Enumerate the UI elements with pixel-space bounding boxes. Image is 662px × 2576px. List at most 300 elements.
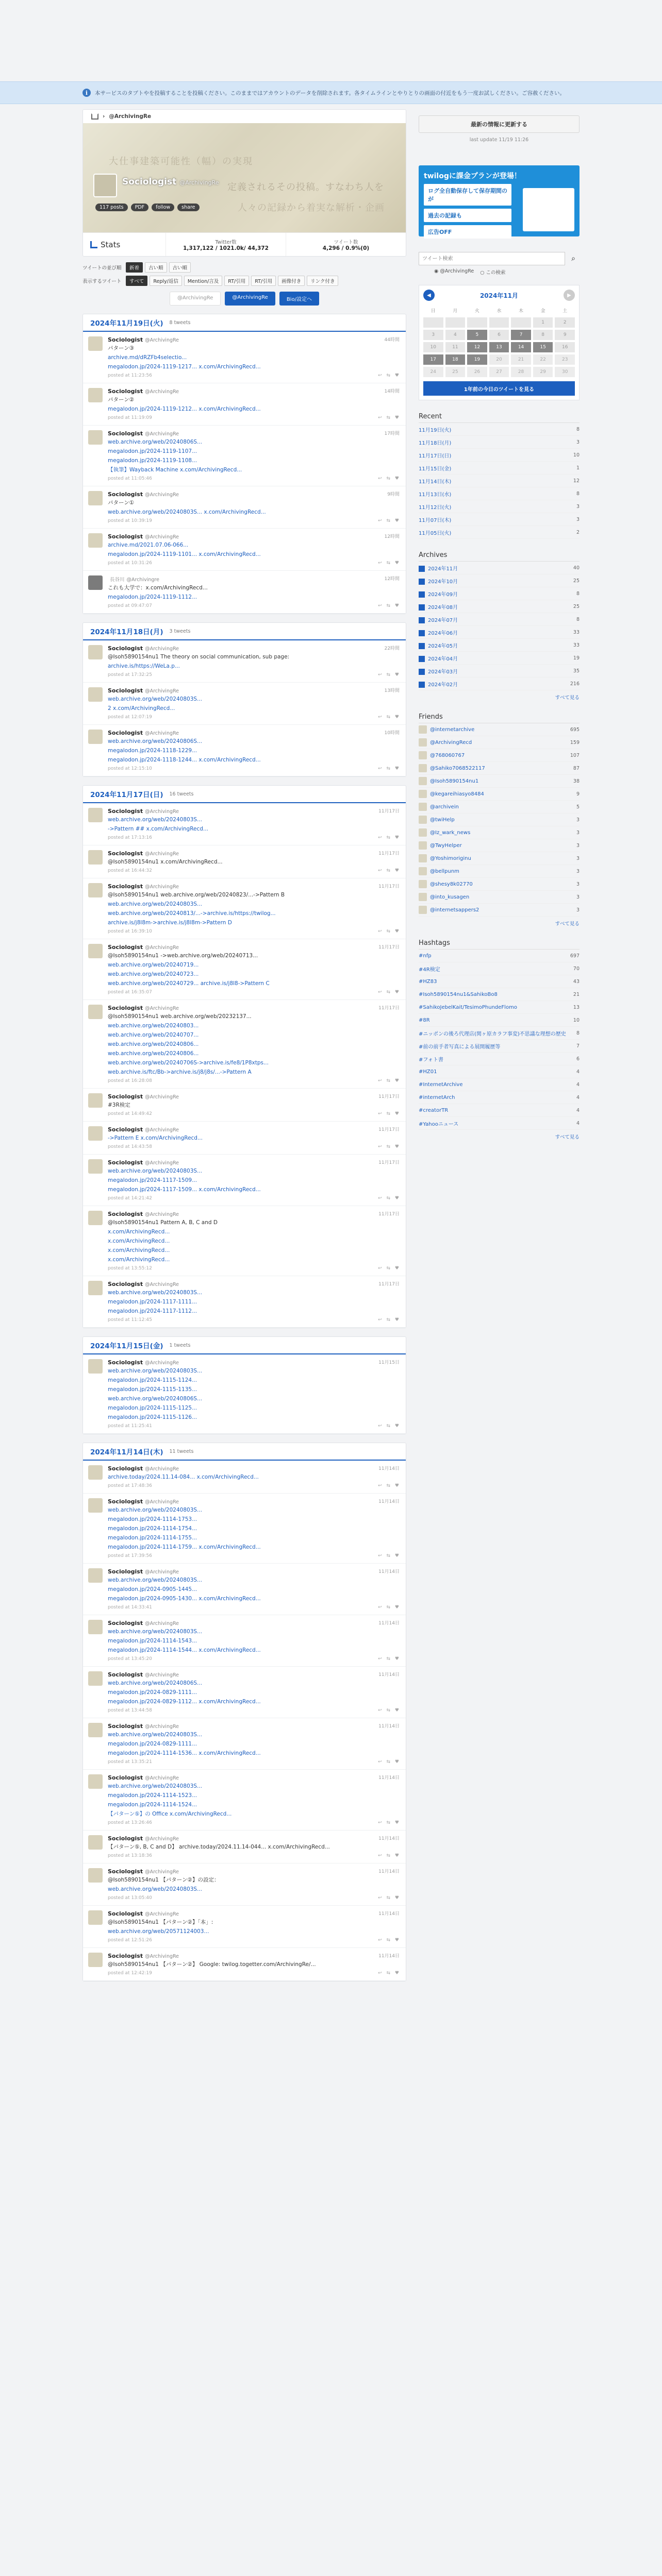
- show-option[interactable]: RT/引用: [251, 276, 276, 286]
- avatar[interactable]: [88, 388, 103, 402]
- tweet-ago[interactable]: 11月17日: [378, 1282, 400, 1287]
- tweet-link[interactable]: web.archive.org/web/20240803S...: [108, 1290, 203, 1296]
- recent-label[interactable]: [419, 438, 451, 446]
- friend-item[interactable]: [419, 775, 580, 788]
- archive-link[interactable]: 2024年03月: [428, 669, 458, 675]
- hashtag-link[interactable]: #nfp: [419, 953, 432, 959]
- day-header[interactable]: [83, 1337, 406, 1354]
- tweet-link[interactable]: megalodon.jp/2024-1115-1125...: [108, 1405, 197, 1411]
- day-date[interactable]: 2024年11月15日(金): [90, 1342, 163, 1350]
- tweet-action-icons[interactable]: ↩ ⇆ ♥: [378, 518, 401, 523]
- tweet-author[interactable]: [108, 808, 401, 815]
- tweet-link[interactable]: megalodon.jp/2024-0829-1111...: [108, 1689, 197, 1696]
- recent-item[interactable]: [419, 487, 580, 500]
- avatar[interactable]: [88, 1953, 103, 1967]
- tweet-link[interactable]: web.archive.org/web/20240806S...: [108, 1396, 203, 1402]
- posted-time[interactable]: posted at 13:44:58: [108, 1708, 152, 1713]
- archive-label[interactable]: [419, 590, 458, 598]
- archive-link[interactable]: 2024年07月: [428, 617, 458, 623]
- calendar-day[interactable]: 10: [423, 342, 443, 352]
- tweet-link[interactable]: web.archive.org/web/20240707...: [108, 1032, 199, 1038]
- posted-time[interactable]: posted at 12:07:19: [108, 715, 152, 720]
- calendar-day[interactable]: 14: [511, 342, 531, 352]
- tweet-link[interactable]: web.archive.org/web/20240803S...: [108, 1886, 203, 1892]
- hashtag-link[interactable]: #HZ83: [419, 978, 437, 985]
- calendar-day[interactable]: 17: [423, 354, 443, 365]
- friend-label[interactable]: [419, 841, 462, 850]
- author-name[interactable]: Sociologist: [108, 430, 143, 437]
- hashtag-label[interactable]: [419, 1018, 430, 1023]
- archive-label[interactable]: [419, 641, 458, 649]
- tweet-link[interactable]: x.com/ArchivingRecd...: [108, 1257, 170, 1263]
- stats-button[interactable]: Stats: [83, 240, 166, 249]
- friend-link[interactable]: @archivein: [430, 804, 459, 810]
- posted-time[interactable]: posted at 10:31:26: [108, 561, 152, 566]
- recent-item[interactable]: [419, 449, 580, 462]
- author-name[interactable]: Sociologist: [108, 1868, 143, 1875]
- tweet-ago[interactable]: 11月17日: [378, 945, 400, 950]
- author-name[interactable]: Sociologist: [108, 388, 143, 395]
- friend-link[interactable]: @TwyHelper: [430, 843, 462, 849]
- archive-item[interactable]: [419, 600, 580, 613]
- tweet-link[interactable]: archive.md/dRZFb4selectio...: [108, 354, 187, 361]
- tweet-link[interactable]: web.archive.is/ftc/Bb->archive.is/j8/j8s/...->Pattern A: [108, 1069, 252, 1075]
- tweet-link[interactable]: megalodon.jp/2024-1117-1111...: [108, 1299, 197, 1305]
- calendar-day[interactable]: 13: [489, 342, 509, 352]
- recent-label[interactable]: [419, 516, 451, 523]
- hashtag-label[interactable]: [419, 1042, 500, 1050]
- day-header[interactable]: [83, 786, 406, 803]
- hashtag-item[interactable]: [419, 1001, 580, 1014]
- tweet-link[interactable]: x.com/ArchivingRecd...: [108, 1229, 170, 1235]
- recent-item[interactable]: [419, 436, 580, 449]
- tweet-ago[interactable]: 11月15日: [378, 1360, 400, 1365]
- friend-link[interactable]: @internetsappers2: [430, 907, 479, 913]
- tweet-link[interactable]: web.archive.org/web/20240803S...: [108, 1732, 203, 1738]
- avatar[interactable]: [88, 1359, 103, 1374]
- tweet-link[interactable]: megalodon.jp/2024-1114-1523...: [108, 1792, 197, 1799]
- hashtag-link[interactable]: #InternetArchive: [419, 1081, 463, 1088]
- tweet-link[interactable]: web.archive.org/web/20240706S->archive.is/fe8/1P8xtps...: [108, 1060, 269, 1066]
- calendar-day[interactable]: 9: [555, 330, 575, 340]
- archive-link[interactable]: 2024年04月: [428, 656, 458, 662]
- tweet-link[interactable]: x.com/ArchivingRecd...: [108, 1238, 170, 1244]
- archive-item[interactable]: [419, 626, 580, 639]
- author-name[interactable]: 長谷川: [110, 577, 125, 583]
- radio-all[interactable]: ◉ @ArchivingRe: [434, 268, 474, 274]
- calendar-day[interactable]: 2: [555, 317, 575, 328]
- archive-label[interactable]: [419, 629, 458, 636]
- hashtag-link[interactable]: #Isoh5890154nu1&SahikoBo8: [419, 991, 498, 997]
- tweet-author[interactable]: [108, 1671, 401, 1678]
- avatar[interactable]: [88, 1723, 103, 1737]
- posted-time[interactable]: posted at 13:55:12: [108, 1266, 152, 1271]
- tweet-author[interactable]: [108, 645, 401, 652]
- tweet-author[interactable]: [108, 1568, 401, 1575]
- tweet-ago[interactable]: 11月14日: [378, 1775, 400, 1781]
- tweet-link[interactable]: web.archive.org/web/20240803S...: [108, 817, 203, 823]
- recent-link[interactable]: 11月13日(水): [419, 492, 452, 498]
- friend-item[interactable]: [419, 749, 580, 762]
- archive-link[interactable]: 2024年10月: [428, 579, 458, 585]
- tweet-ago[interactable]: 11月14日: [378, 1911, 400, 1917]
- tweet-ago[interactable]: 11月14日: [378, 1672, 400, 1677]
- author-name[interactable]: Sociologist: [108, 533, 143, 540]
- recent-item[interactable]: [419, 474, 580, 487]
- tweet-author[interactable]: [108, 1498, 401, 1505]
- calendar-day[interactable]: 4: [445, 330, 466, 340]
- calendar-day[interactable]: 6: [489, 330, 509, 340]
- tweet-action-icons[interactable]: ↩ ⇆ ♥: [378, 1759, 401, 1765]
- tweet-link[interactable]: web.archive.org/web/20240803...: [108, 1023, 199, 1029]
- tweet-action-icons[interactable]: ↩ ⇆ ♥: [378, 1078, 401, 1083]
- tweet-link[interactable]: archive.is/j8l8m->archive.is/j8l8m->Pattern D: [108, 920, 232, 926]
- tweet-ago[interactable]: 11月17日: [378, 1212, 400, 1217]
- tweet-link[interactable]: web.archive.org/web/20240803S...: [108, 1629, 203, 1635]
- posted-time[interactable]: posted at 13:26:46: [108, 1820, 152, 1825]
- author-name[interactable]: Sociologist: [108, 944, 143, 951]
- tweet-ago[interactable]: 11月17日: [378, 851, 400, 856]
- day-header[interactable]: [83, 1443, 406, 1461]
- tweet-link[interactable]: web.archive.org/web/20240803S...: [108, 1577, 203, 1583]
- tweet-link[interactable]: megalodon.jp/2024-1119-1112...: [108, 594, 197, 600]
- tweet-link[interactable]: web.archive.org/web/20240723...: [108, 971, 199, 977]
- tweet-link[interactable]: web.archive.org/web/20240729... archive.is/j8l8->Pattern C: [108, 980, 270, 987]
- tweet-action-icons[interactable]: ↩ ⇆ ♥: [378, 415, 401, 420]
- friend-label[interactable]: [419, 906, 479, 914]
- friend-item[interactable]: [419, 839, 580, 852]
- archive-label[interactable]: [419, 667, 458, 675]
- hashtag-label[interactable]: [419, 1005, 517, 1010]
- friend-item[interactable]: [419, 801, 580, 814]
- author-name[interactable]: Sociologist: [108, 850, 143, 857]
- tweet-action-icons[interactable]: ↩ ⇆ ♥: [378, 1938, 401, 1943]
- tweet-action-icons[interactable]: ↩ ⇆ ♥: [378, 1483, 401, 1488]
- tweet-action-icons[interactable]: ↩ ⇆ ♥: [378, 835, 401, 840]
- home-icon[interactable]: [91, 113, 98, 120]
- tweet-author[interactable]: [108, 1620, 401, 1626]
- hashtag-link[interactable]: #creatorTR: [419, 1107, 449, 1113]
- archive-item[interactable]: [419, 587, 580, 600]
- calendar-day[interactable]: 30: [555, 367, 575, 377]
- author-name[interactable]: Sociologist: [108, 1281, 143, 1287]
- archive-link[interactable]: 2024年02月: [428, 682, 458, 688]
- avatar[interactable]: [88, 944, 103, 958]
- hashtag-link[interactable]: #SahikoJebelKait/TesimoPhundeFlomo: [419, 1004, 517, 1010]
- posted-time[interactable]: posted at 11:25:41: [108, 1423, 152, 1429]
- tweet-action-icons[interactable]: ↩ ⇆ ♥: [378, 476, 401, 481]
- tweet-link[interactable]: megalodon.jp/2024-1119-1217... x.com/ArchivingRecd...: [108, 364, 261, 370]
- friend-item[interactable]: [419, 762, 580, 775]
- day-header[interactable]: [83, 623, 406, 640]
- tweet-action-icons[interactable]: ↩ ⇆ ♥: [378, 373, 401, 378]
- friend-link[interactable]: @internetarchive: [430, 727, 475, 733]
- friend-link[interactable]: @Iz_wark_news: [430, 830, 471, 836]
- friend-label[interactable]: [419, 816, 455, 824]
- tweet-link[interactable]: megalodon.jp/2024-1119-1212... x.com/ArchivingRecd...: [108, 406, 261, 412]
- avatar[interactable]: [88, 850, 103, 865]
- tweet-link[interactable]: web.archive.org/web/20240719...: [108, 962, 199, 968]
- tweet-ago[interactable]: 10時間: [384, 731, 400, 736]
- calendar-day[interactable]: 7: [511, 330, 531, 340]
- tweet-author[interactable]: [108, 575, 401, 583]
- avatar[interactable]: [88, 575, 103, 590]
- tweet-author[interactable]: [108, 1159, 401, 1166]
- hashtag-label[interactable]: [419, 1029, 566, 1037]
- hashtag-item[interactable]: [419, 988, 580, 1001]
- tweet-action-icons[interactable]: ↩ ⇆ ♥: [378, 1853, 401, 1858]
- tweet-link[interactable]: megalodon.jp/2024-1114-1759... x.com/ArchivingRecd...: [108, 1544, 261, 1550]
- tweet-action-icons[interactable]: ↩ ⇆ ♥: [378, 715, 401, 720]
- tweet-ago[interactable]: 9時間: [387, 492, 400, 497]
- calendar-day[interactable]: 1: [533, 317, 553, 328]
- author-name[interactable]: Sociologist: [108, 1835, 143, 1842]
- tweet-ago[interactable]: 11月17日: [378, 1006, 400, 1011]
- tweet-link[interactable]: 2 x.com/ArchivingRecd...: [108, 705, 175, 711]
- tweet-author[interactable]: [108, 1005, 401, 1011]
- posted-time[interactable]: posted at 16:39:10: [108, 929, 152, 934]
- tweet-author[interactable]: [108, 1835, 401, 1842]
- tweet-ago[interactable]: 12時間: [384, 534, 400, 539]
- tweet-action-icons[interactable]: ↩ ⇆ ♥: [378, 561, 401, 566]
- tweet-action-icons[interactable]: ↩ ⇆ ♥: [378, 1971, 401, 1976]
- tweet-link[interactable]: megalodon.jp/2024-1118-1244... x.com/ArchivingRecd...: [108, 757, 261, 763]
- archive-item[interactable]: [419, 574, 580, 587]
- tweet-link[interactable]: megalodon.jp/2024-1115-1135...: [108, 1386, 197, 1393]
- tweet-ago[interactable]: 11月14日: [378, 1724, 400, 1729]
- calendar-day[interactable]: 22: [533, 354, 553, 365]
- archive-label[interactable]: [419, 616, 458, 623]
- recent-link[interactable]: 11月05日(火): [419, 530, 452, 536]
- posted-time[interactable]: posted at 17:32:25: [108, 672, 152, 677]
- tweet-link[interactable]: web.archive.org/web/20240803S...: [108, 1783, 203, 1789]
- friend-link[interactable]: @shesy8k02770: [430, 882, 473, 887]
- friend-item[interactable]: [419, 865, 580, 878]
- tweet-ago[interactable]: 13時間: [384, 688, 400, 693]
- avatar[interactable]: [88, 1620, 103, 1634]
- author-name[interactable]: Sociologist: [108, 808, 143, 815]
- hashtag-item[interactable]: [419, 1027, 580, 1040]
- calendar-day[interactable]: 5: [467, 330, 487, 340]
- tweet-link[interactable]: megalodon.jp/2024-1115-1124...: [108, 1377, 197, 1383]
- hashtag-item[interactable]: [419, 1014, 580, 1027]
- tweet-action-icons[interactable]: ↩ ⇆ ♥: [378, 990, 401, 995]
- posted-time[interactable]: posted at 17:39:56: [108, 1553, 152, 1558]
- tweet-link[interactable]: megalodon.jp/2024-1114-1753...: [108, 1516, 197, 1522]
- avatar[interactable]: [88, 1465, 103, 1480]
- hashtag-item[interactable]: [419, 1091, 580, 1104]
- avatar[interactable]: [88, 1498, 103, 1513]
- calendar-day[interactable]: 3: [423, 330, 443, 340]
- tweet-link[interactable]: megalodon.jp/2024-1114-1543...: [108, 1638, 197, 1644]
- tweet-ago[interactable]: 22時間: [384, 646, 400, 651]
- posted-time[interactable]: posted at 17:48:36: [108, 1483, 152, 1488]
- archive-label[interactable]: [419, 603, 458, 611]
- friend-link[interactable]: @Yoshimoriginu: [430, 856, 471, 861]
- show-option[interactable]: 画像付き: [278, 276, 305, 286]
- author-name[interactable]: Sociologist: [108, 1723, 143, 1730]
- tweet-ago[interactable]: 12時間: [384, 577, 400, 582]
- next-month-icon[interactable]: ▶: [564, 290, 575, 301]
- order-option[interactable]: 古い順: [145, 262, 167, 273]
- author-name[interactable]: Sociologist: [108, 1465, 143, 1472]
- tweet-action-icons[interactable]: ↩ ⇆ ♥: [378, 1708, 401, 1713]
- tweet-link[interactable]: megalodon.jp/2024-0829-1112... x.com/ArchivingRecd...: [108, 1699, 261, 1705]
- profile-pill[interactable]: 117 posts: [95, 204, 128, 211]
- avatar[interactable]: [88, 687, 103, 702]
- tweet-link[interactable]: megalodon.jp/2024-1117-1509...: [108, 1177, 197, 1183]
- avatar[interactable]: [88, 1910, 103, 1925]
- author-name[interactable]: Sociologist: [108, 883, 143, 890]
- friend-label[interactable]: [419, 893, 469, 901]
- friend-item[interactable]: [419, 852, 580, 865]
- avatar[interactable]: [88, 883, 103, 897]
- hashtag-link[interactable]: #Yahooニュース: [419, 1121, 459, 1127]
- tweet-link[interactable]: megalodon.jp/2024-1118-1229...: [108, 748, 197, 754]
- posted-time[interactable]: posted at 13:05:40: [108, 1895, 152, 1901]
- recent-label[interactable]: [419, 503, 451, 511]
- tweet-link[interactable]: megalodon.jp/2024-1114-1754...: [108, 1526, 197, 1532]
- archive-item[interactable]: [419, 665, 580, 677]
- friend-item[interactable]: [419, 736, 580, 749]
- friend-item[interactable]: [419, 904, 580, 917]
- action-button-1[interactable]: @ArchivingRe: [170, 292, 221, 306]
- hashtag-link[interactable]: #フォト書: [419, 1057, 443, 1063]
- tweet-link[interactable]: ->Pattern ## x.com/ArchivingRecd...: [108, 826, 208, 832]
- tweet-ago[interactable]: 11月14日: [378, 1954, 400, 1959]
- friend-label[interactable]: [419, 828, 470, 837]
- hashtag-link[interactable]: #8R: [419, 1017, 430, 1023]
- author-name[interactable]: Sociologist: [108, 1211, 143, 1217]
- posted-time[interactable]: posted at 11:05:46: [108, 476, 152, 481]
- archive-item[interactable]: [419, 677, 580, 690]
- year-ago-button[interactable]: 1年前の今日のツイートを見る: [423, 381, 575, 396]
- tweet-link[interactable]: archive.is/https://WeLa.p...: [108, 663, 180, 669]
- day-date[interactable]: 2024年11月19日(火): [90, 319, 163, 328]
- archive-link[interactable]: 2024年06月: [428, 630, 458, 636]
- avatar[interactable]: [88, 645, 103, 659]
- tweet-link[interactable]: megalodon.jp/2024-1119-1108...: [108, 457, 197, 464]
- friend-item[interactable]: [419, 878, 580, 891]
- tweet-ago[interactable]: 11月14日: [378, 1836, 400, 1841]
- tweet-action-icons[interactable]: ↩ ⇆ ♥: [378, 603, 401, 608]
- hashtag-link[interactable]: #4R検定: [419, 967, 440, 973]
- posted-time[interactable]: posted at 16:35:07: [108, 990, 152, 995]
- tweet-author[interactable]: [108, 388, 401, 395]
- tweet-action-icons[interactable]: ↩ ⇆ ♥: [378, 1196, 401, 1201]
- tweet-ago[interactable]: 11月14日: [378, 1499, 400, 1504]
- tweet-author[interactable]: [108, 491, 401, 498]
- show-option[interactable]: すべて: [126, 276, 147, 286]
- author-name[interactable]: Sociologist: [108, 1498, 143, 1505]
- tweet-author[interactable]: [108, 1465, 401, 1472]
- archive-label[interactable]: [419, 564, 458, 572]
- avatar[interactable]: [88, 430, 103, 445]
- hashtag-label[interactable]: [419, 992, 498, 997]
- friend-link[interactable]: @Isoh5890154nu1: [430, 778, 479, 784]
- archive-link[interactable]: 2024年08月: [428, 604, 458, 611]
- posted-time[interactable]: posted at 13:18:36: [108, 1853, 152, 1858]
- friend-label[interactable]: [419, 880, 473, 888]
- hashtag-item[interactable]: [419, 1104, 580, 1117]
- friend-item[interactable]: [419, 891, 580, 904]
- avatar[interactable]: [88, 1211, 103, 1225]
- archive-link[interactable]: 2024年09月: [428, 591, 458, 598]
- tweet-action-icons[interactable]: ↩ ⇆ ♥: [378, 1111, 401, 1116]
- calendar-day[interactable]: 28: [511, 367, 531, 377]
- search-icon[interactable]: ⌕: [571, 255, 575, 263]
- archive-item[interactable]: [419, 652, 580, 665]
- posted-time[interactable]: posted at 11:23:56: [108, 373, 152, 378]
- author-name[interactable]: Sociologist: [108, 1910, 143, 1917]
- recent-link[interactable]: 11月15日(金): [419, 466, 452, 472]
- radio-mine[interactable]: ○ この検索: [480, 270, 506, 276]
- avatar[interactable]: [88, 808, 103, 822]
- recent-label[interactable]: [419, 477, 451, 485]
- day-date[interactable]: 2024年11月17日(日): [90, 791, 163, 799]
- settings-button[interactable]: Bio/設定へ: [279, 292, 319, 306]
- tweet-link[interactable]: web.archive.org/web/20240803S... x.com/ArchivingRecd...: [108, 509, 266, 515]
- tweet-link[interactable]: megalodon.jp/2024-1119-1101... x.com/ArchivingRecd...: [108, 551, 261, 557]
- posted-time[interactable]: posted at 13:45:20: [108, 1656, 152, 1662]
- tweet-author[interactable]: [108, 1910, 401, 1917]
- tweet-author[interactable]: [108, 533, 401, 540]
- posted-time[interactable]: posted at 12:51:26: [108, 1938, 152, 1943]
- tweet-link[interactable]: archive.md/2021.07.06-066...: [108, 542, 189, 548]
- tweet-action-icons[interactable]: ↩ ⇆ ♥: [378, 1144, 401, 1149]
- friend-item[interactable]: [419, 788, 580, 801]
- tweet-link[interactable]: web.archive.org/web/20240806...: [108, 1050, 199, 1057]
- author-name[interactable]: Sociologist: [108, 336, 143, 343]
- friend-label[interactable]: [419, 738, 472, 747]
- posted-time[interactable]: posted at 17:13:16: [108, 835, 152, 840]
- recent-link[interactable]: 11月18日(月): [419, 440, 452, 446]
- calendar-day[interactable]: 11: [445, 342, 466, 352]
- hashtag-item[interactable]: [419, 1078, 580, 1091]
- avatar[interactable]: [88, 1774, 103, 1789]
- archive-label[interactable]: [419, 680, 458, 688]
- hashtag-link[interactable]: #ニッポンの後ろ代理店(関ヶ原カラフ事変)不思議な理想の歴史: [419, 1031, 566, 1037]
- hashtag-item[interactable]: [419, 1117, 580, 1130]
- tweet-ago[interactable]: 11月17日: [378, 809, 400, 814]
- friend-label[interactable]: [419, 777, 478, 785]
- tweet-ago[interactable]: 11月17日: [378, 1127, 400, 1132]
- recent-item[interactable]: [419, 462, 580, 474]
- tweet-ago[interactable]: 11月14日: [378, 1466, 400, 1471]
- hashtag-item[interactable]: [419, 962, 580, 975]
- posted-time[interactable]: posted at 12:15:10: [108, 766, 152, 771]
- tweet-link[interactable]: web.archive.org/web/20240813/...->archive.is/https://twilog...: [108, 910, 276, 917]
- tweet-ago[interactable]: 17時間: [384, 431, 400, 436]
- avatar[interactable]: [88, 1281, 103, 1295]
- posted-time[interactable]: posted at 16:44:32: [108, 868, 152, 873]
- tweet-author[interactable]: [108, 850, 401, 857]
- day-date[interactable]: 2024年11月18日(月): [90, 628, 163, 636]
- prev-month-icon[interactable]: ◀: [423, 290, 435, 301]
- posted-time[interactable]: posted at 14:43:58: [108, 1144, 152, 1149]
- archive-item[interactable]: [419, 562, 580, 574]
- order-option[interactable]: 古い順: [169, 262, 191, 273]
- avatar[interactable]: [88, 1005, 103, 1019]
- calendar-day[interactable]: 29: [533, 367, 553, 377]
- tweet-author[interactable]: [108, 1953, 401, 1959]
- posted-time[interactable]: posted at 14:33:41: [108, 1605, 152, 1610]
- tweet-link[interactable]: web.archive.org/web/20571124003...: [108, 1928, 209, 1935]
- tweet-author[interactable]: [108, 1211, 401, 1217]
- show-option[interactable]: リンク付き: [307, 276, 338, 286]
- tweet-link[interactable]: web.archive.org/web/20240806...: [108, 1041, 199, 1047]
- archive-label[interactable]: [419, 577, 458, 585]
